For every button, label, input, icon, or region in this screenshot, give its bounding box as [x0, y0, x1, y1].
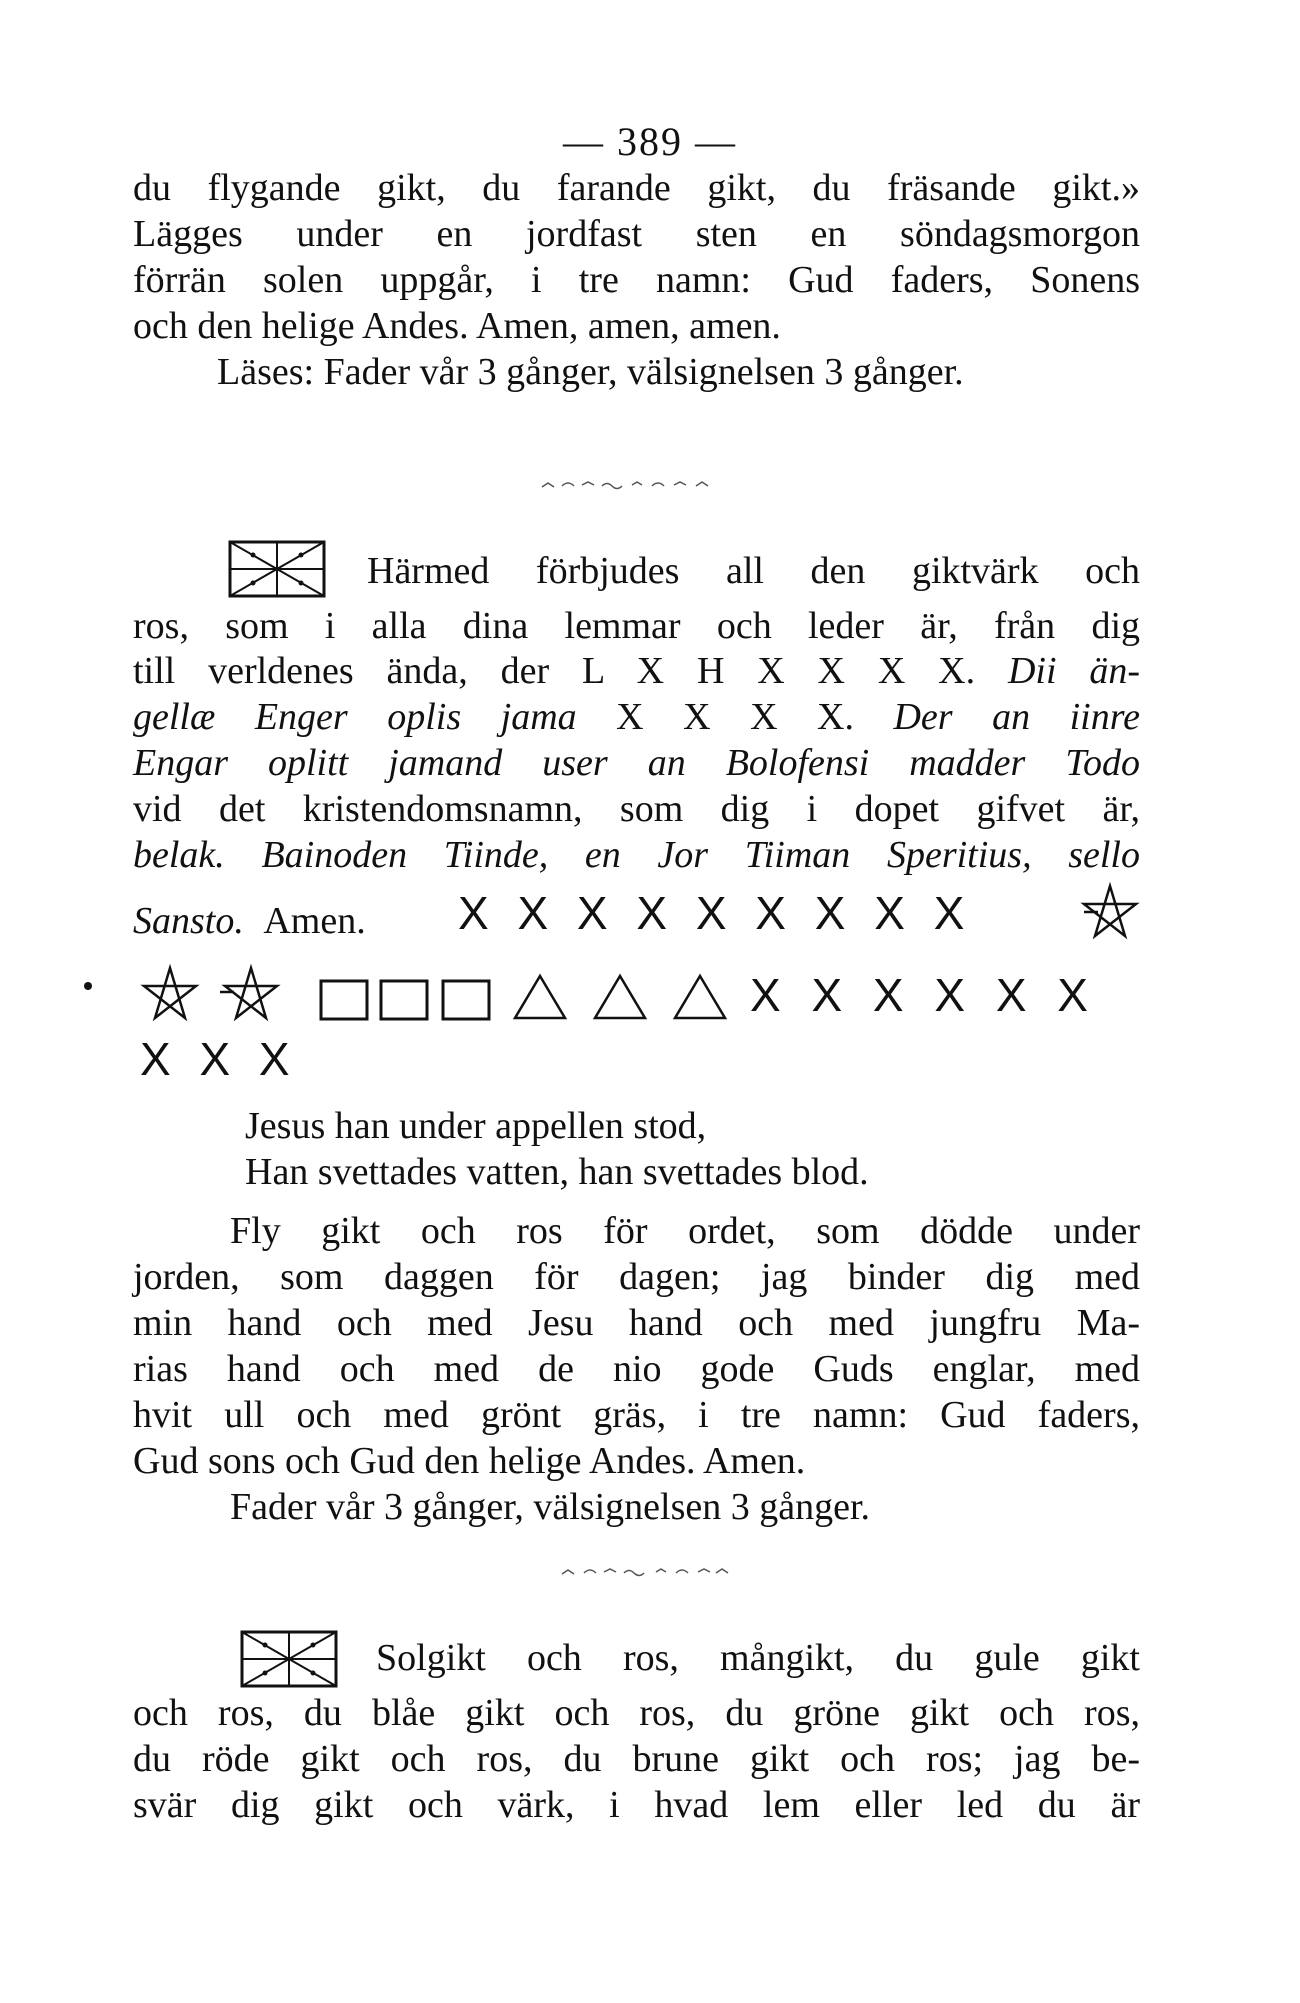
text-line: Solgikt och ros, mångikt, du gule gikt	[376, 1637, 1140, 1679]
text-line: och den helige Andes. Amen, amen, amen.	[133, 305, 781, 347]
text-line	[133, 648, 1140, 694]
text-line: svär dig gikt och värk, i hvad lem eller led du är	[133, 1784, 1140, 1826]
text-line: Läses: Fader vår 3 gånger, välsignelsen 3 gånger.	[217, 351, 964, 393]
text-line: jorden, som daggen för dagen; jag binder dig med	[133, 1256, 1140, 1298]
text-line: Lägges under en jordfast sten en söndagsmorgon	[133, 213, 1140, 255]
text-line	[133, 694, 1140, 740]
pentagram-icon	[1080, 882, 1140, 942]
square-icon	[440, 978, 492, 1022]
text-line: Gud sons och Gud den helige Andes. Amen.	[133, 1440, 806, 1482]
page-number: — 389 —	[563, 119, 737, 164]
text-line: förrän solen uppgår, i tre namn: Gud faders, Sonens	[133, 259, 1140, 301]
triangle-icon	[672, 972, 728, 1022]
text-line: Fly gikt och ros för ordet, som dödde under	[230, 1210, 1140, 1252]
text-line: och ros, du blåe gikt och ros, du gröne gikt och ros,	[133, 1692, 1140, 1734]
text-span: Amen.	[263, 900, 366, 942]
text-span-italic: Sansto.	[133, 900, 244, 942]
grid-seal-icon	[228, 540, 326, 598]
text-line: min hand och med Jesu hand och med jungfru Ma-	[133, 1302, 1140, 1344]
square-icon	[378, 978, 430, 1022]
text-line: belak. Bainoden Tiinde, en Jor Tiiman Speritius, sello	[133, 834, 1140, 876]
text-line: vid det kristendomsnamn, som dig i dopet gifvet är,	[133, 788, 1140, 830]
dot-mark	[84, 982, 92, 990]
text-line: rias hand och med de nio gode Guds englar, med	[133, 1348, 1140, 1390]
triangle-icon	[592, 972, 648, 1022]
text-line: du röde gikt och ros, du brune gikt och ros; jag be-	[133, 1738, 1140, 1780]
text-span: till verldenes ända, der L X H X X X X.	[133, 650, 976, 692]
text-line: Fader vår 3 gånger, välsignelsen 3 gånger.	[230, 1486, 871, 1528]
square-icon	[318, 978, 370, 1022]
cross-marks: X X X X X X	[750, 969, 1088, 1021]
grid-seal-icon	[240, 1630, 338, 1688]
triangle-icon	[512, 972, 568, 1022]
text-line: hvit ull och med grönt gräs, i tre namn: Gud faders,	[133, 1394, 1140, 1436]
divider-ornament	[560, 1565, 730, 1579]
text-line: Engar oplitt jamand user an Bolofensi madder Todo	[133, 742, 1140, 784]
text-span-italic: Der an iinre	[893, 696, 1140, 738]
divider-ornament	[540, 478, 720, 492]
verse-line: Han svettades vatten, han svettades blod.	[245, 1151, 869, 1193]
verse-line: Jesus han under appellen stod,	[245, 1105, 707, 1147]
cross-marks: X X X	[140, 1033, 290, 1085]
pentagram-icon	[140, 964, 200, 1024]
cross-marks: X X X X X X X X X	[458, 887, 966, 939]
text-line: ros, som i alla dina lemmar och leder är, från dig	[133, 605, 1140, 647]
text-line: Härmed förbjudes all den giktvärk och	[367, 550, 1140, 592]
text-span-italic: Dii än-	[1007, 650, 1141, 692]
text-span-italic: gellæ Enger oplis jama	[133, 696, 577, 738]
text-span: X X X X.	[616, 696, 854, 738]
text-line: du flygande gikt, du farande gikt, du fräsande gikt.»	[133, 167, 1140, 209]
pentagram-icon	[218, 964, 284, 1024]
